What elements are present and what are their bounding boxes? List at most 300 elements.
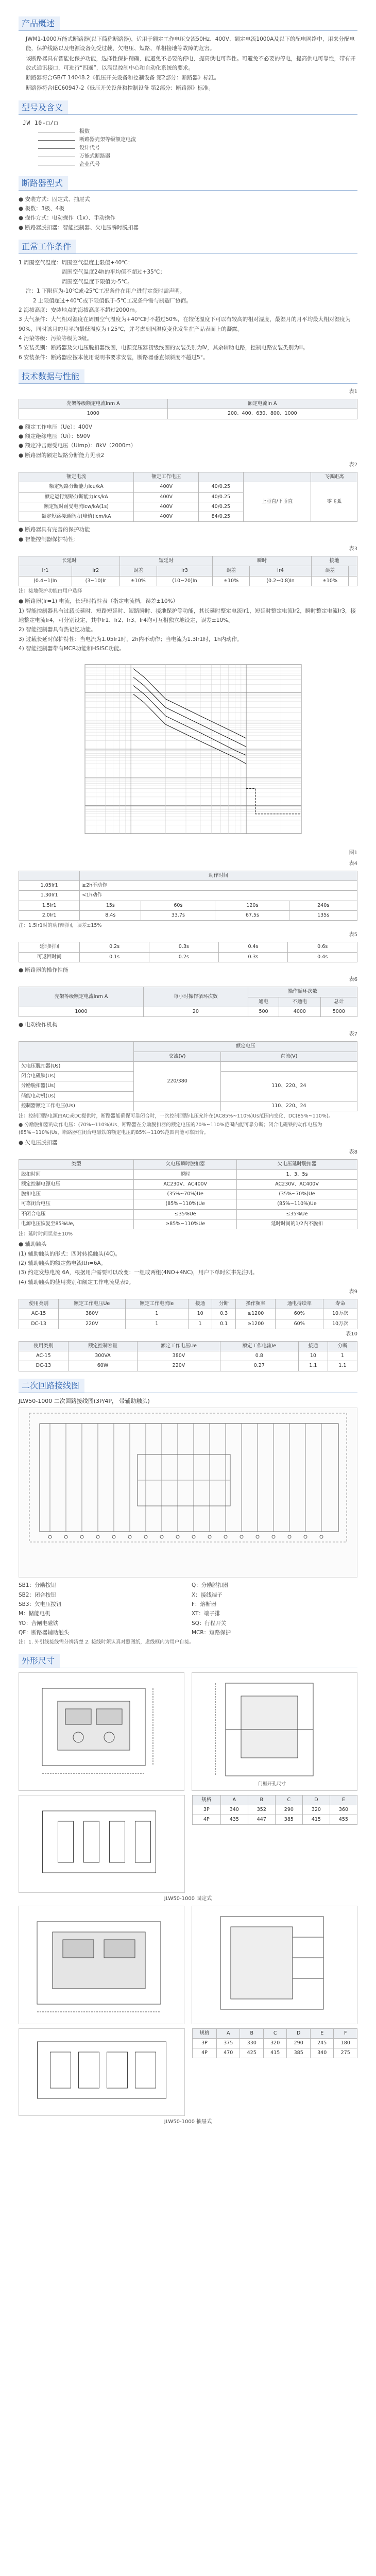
table-cell: 瞬时 <box>134 1170 237 1179</box>
table-cell: 400V <box>134 502 199 512</box>
table-cell: 60% <box>276 1309 323 1319</box>
table-header: B <box>240 2028 264 2038</box>
tech-line: ● 断路器的操作性能 <box>19 967 69 973</box>
table-header: A <box>220 1795 248 1805</box>
table-group: 短延时 <box>119 556 212 566</box>
table-header: 分断 <box>328 1341 357 1351</box>
table-header: A <box>216 2028 240 2038</box>
table-cell: 290 <box>287 2038 311 2048</box>
fixed-caption: JLW50-1000 固定式 <box>164 1895 212 1902</box>
table-cell <box>220 1061 357 1071</box>
draw-front-svg <box>19 1906 184 2024</box>
table-header: 额定工作电压Ue <box>138 1341 220 1351</box>
table-header <box>19 1042 134 1062</box>
table-caption: 表3 <box>349 546 357 552</box>
terminal <box>288 1535 291 1538</box>
table-caption: 表9 <box>349 1289 357 1295</box>
terminal <box>176 1535 179 1538</box>
table-header: C <box>263 2028 287 2038</box>
table-header: D <box>287 2028 311 2038</box>
table-cell: 220/380 <box>134 1061 220 1101</box>
table-cell: 可靠闭合电压 <box>19 1199 134 1209</box>
table-cell: 额定短时耐受电流Icw/kA(1s) <box>19 502 134 512</box>
table-header: 误差 <box>213 566 250 576</box>
table-cell: 200、400、630、800、1000 <box>167 409 357 419</box>
section-overview-title: 产品概述 <box>19 16 357 31</box>
table-cell: 0.3 <box>212 1309 236 1319</box>
table-header: 误差 <box>311 566 348 576</box>
table-cell: 额定控制电源电压 <box>19 1179 134 1189</box>
model-code-block <box>23 119 357 169</box>
table-cell <box>348 576 357 586</box>
table-cell: 40/0.25 <box>199 482 244 492</box>
table-cell: 1000 <box>19 409 168 419</box>
table-control-voltage <box>19 1041 357 1111</box>
wiring-title: JLW50-1000 二次回路接线图(3P/4P， 带辅助触头) <box>19 1397 150 1404</box>
table-cell: 455 <box>330 1815 357 1825</box>
table-cell: ≥85%~110%Ue <box>134 1219 237 1229</box>
table-header: 总计 <box>320 997 357 1007</box>
table-header: 额定电压 <box>134 1042 357 1052</box>
table-cell: 15s <box>80 901 141 910</box>
trip-curve-chart <box>64 658 312 847</box>
tech-line: ● 额定工作电压（Ue）：400V <box>19 423 93 430</box>
table-cell: 1.1 <box>298 1361 328 1371</box>
table-cell: 375 <box>216 2038 240 2048</box>
table-caption: 表4 <box>349 860 357 867</box>
chart-caption: 图1 <box>349 850 357 856</box>
dims-draw-row2 <box>19 2028 357 2116</box>
table-header: 误差 <box>119 566 157 576</box>
table-cell: ≥1200 <box>236 1309 276 1319</box>
draw-dims-table-wrap <box>192 2028 357 2116</box>
table-cell: 4P <box>193 2048 217 2058</box>
table-header: Ir2 <box>72 566 119 576</box>
legend-item: F：熔断器 <box>192 1601 217 1607</box>
table-cell: 额定短路分断能力Icu/kA <box>19 482 134 492</box>
legend-item: SB2：闭合按钮 <box>19 1591 57 1598</box>
table-short-delay <box>19 942 357 962</box>
condition-item: 1 周围空气温度：周围空气温度上限值+40℃； <box>19 260 133 266</box>
structure-item: ● 操作方式：电动操作（1x）、手动操作 <box>19 215 116 222</box>
legend-item: SQ：行程开关 <box>192 1620 227 1626</box>
overview-p2: 该断路器具有智能化保护功能，选择性保护精确，能避免不必要的停电，提高供电可靠性。可避免不必要的停电，提高供电可靠性，带有开放式通讯接口，可进行“四遥”，以满足控制中心和自动化系统的要求。 <box>26 55 356 71</box>
fixed-dims-table-wrap <box>192 1795 357 1893</box>
trip-curve-svg <box>64 658 312 844</box>
tech-line: ● 电动操作机构 <box>19 1022 58 1028</box>
table-cell: 3P <box>193 1805 221 1815</box>
table-cell: 220V <box>59 1319 125 1329</box>
legend-item: MCR：短路保护 <box>192 1630 231 1636</box>
table-cell: 40/0.25 <box>199 492 244 502</box>
model-item: 极数 <box>23 128 136 136</box>
table-cell: 67.5s <box>215 910 289 920</box>
table-cell: DC-13 <box>19 1361 69 1371</box>
structure-list <box>19 195 357 233</box>
table-cell: 电源电压恢复至85%Ue, <box>19 1219 134 1229</box>
table-header: B <box>248 1795 275 1805</box>
tech-para5 <box>19 597 357 653</box>
table-cell: 1 <box>189 1319 212 1329</box>
terminal <box>80 1535 83 1538</box>
table-cell: 4000 <box>279 1007 321 1016</box>
table-caption: 表2 <box>349 462 357 468</box>
table-header: 额定工作电流Ie <box>125 1299 189 1309</box>
table-cell: 320 <box>302 1805 330 1815</box>
table-cell: ≥2h不动作 <box>80 881 357 891</box>
table-cell: 延时时间的1/2内不脱扣 <box>237 1219 357 1229</box>
table-note: 注：接地保护功能由用户选择 <box>19 588 82 594</box>
section-tech-title: 技术数据与性能 <box>19 369 357 384</box>
table-cell: 延时时间 <box>19 942 80 952</box>
table-header <box>348 566 357 576</box>
table-frame-current <box>19 399 357 419</box>
condition-item: 周围空气温度下限值为-5℃。 <box>62 278 133 285</box>
table-cell: ±10% <box>311 576 348 586</box>
terminal <box>320 1535 323 1538</box>
table-cell: 1、3、5s <box>237 1170 357 1179</box>
legend-item: SB3：欠电压按钮 <box>19 1601 62 1607</box>
draw-bottom-svg <box>19 2029 184 2115</box>
table-header <box>19 871 80 880</box>
table-cell: 闭合电磁铁(Us) <box>19 1072 134 1081</box>
table-header <box>243 472 311 482</box>
door-cutout-label: 门框开孔尺寸 <box>258 1781 286 1787</box>
condition-item: 3 大气条件：大气相对湿度在周围空气温度为+40℃时不超过50%，在较低温度下可以有较高的相对湿度，最湿月的月平均最大相对湿度为90%，同时该月的月平均最低温度为+25℃，并考虑到因温度变化发生在产品表面上的凝露。 <box>19 316 351 332</box>
table-header: E <box>310 2028 334 2038</box>
legend-item: XT：端子排 <box>192 1611 220 1617</box>
table-cell: 425 <box>240 2048 264 2058</box>
table-cell: AC-15 <box>19 1351 69 1361</box>
table-operation <box>19 987 357 1017</box>
tech-line: (1) 辅助触头的形式：四对转换触头(4C)。 <box>19 1250 121 1257</box>
table-cell: 180 <box>334 2038 357 2048</box>
terminal <box>208 1535 211 1538</box>
section-dims-title: 外形尺寸 <box>19 1654 357 1668</box>
terminal <box>64 1535 67 1538</box>
draw-bottom-view <box>19 2028 185 2116</box>
table-cell: 10万次 <box>323 1319 357 1329</box>
table-cell: AC-15 <box>19 1309 59 1319</box>
table-cell: 340 <box>220 1805 248 1815</box>
table-header: 通电持续率 <box>276 1299 323 1309</box>
table-cell: 385 <box>287 2048 311 2058</box>
legend-item: YO：合闸电磁铁 <box>19 1620 59 1626</box>
structure-item: ● 极数：3极、4极 <box>19 205 64 212</box>
table-breaking-capacity <box>19 472 357 522</box>
table-cell: 385 <box>275 1815 302 1825</box>
table-header: Ir3 <box>157 566 212 576</box>
table-cell: 4P <box>193 1815 221 1825</box>
terminal <box>112 1535 115 1538</box>
table-header: 规格 <box>193 2028 217 2038</box>
draw-front-view <box>19 1906 184 2024</box>
table-header: 使用类别 <box>19 1299 59 1309</box>
table-cell: 0.1s <box>80 952 149 962</box>
tech-line: ● 辅助触头 <box>19 1241 47 1248</box>
table-cell: 40/0.25 <box>199 502 244 512</box>
table-contact-capacity <box>19 1341 357 1371</box>
table-cell: 110、220、24 <box>220 1072 357 1101</box>
table-cell: 415 <box>302 1815 330 1825</box>
table-cell: 1.05Ir1 <box>19 881 80 891</box>
table-cell: 8.4s <box>80 910 141 920</box>
table-cell: 额定运行短路分断能力Ics/kA <box>19 492 134 502</box>
table-header: 操作频率 <box>236 1299 276 1309</box>
table-header: 通电 <box>248 997 279 1007</box>
table-cell: 10 <box>189 1309 212 1319</box>
terminal <box>144 1535 147 1538</box>
model-legend <box>23 128 136 169</box>
table-cell: 1.30Ir1 <box>19 891 80 901</box>
table-cell: 300VA <box>68 1351 137 1361</box>
fixed-side-svg <box>192 1673 357 1790</box>
wiring-legend <box>19 1581 357 1637</box>
table-cell: 1 <box>125 1319 189 1329</box>
section-conditions-title: 正常工作条件 <box>19 240 357 254</box>
table-cell: 控制器额定工作电压(Us) <box>19 1101 134 1111</box>
table-caption: 表1 <box>349 389 357 395</box>
table-cell: 84/0.25 <box>199 512 244 522</box>
overview-p3: 断路器符合GB/T 14048.2《低压开关设备和控制设备 第2部分：断路器》标准。 <box>26 75 220 81</box>
table-cell: 33.7s <box>141 910 215 920</box>
table-header: 寿命 <box>323 1299 357 1309</box>
legend-item: QF：断路器辅助触头 <box>19 1630 70 1636</box>
table-header: 每小时操作循环次数 <box>143 987 248 1007</box>
table-header: 额定工作电压 <box>134 472 199 482</box>
table-header: 规格 <box>193 1795 221 1805</box>
table-cell: (85%~110%)Ue <box>237 1199 357 1209</box>
terminal <box>96 1535 99 1538</box>
draw-side-svg <box>192 1906 357 2024</box>
table-header: D <box>302 1795 330 1805</box>
terminal <box>240 1535 243 1538</box>
table-note: ● 分励脱扣器的动作电压：(70%~110%)Us，断路器在分励脱扣器的额定电压的70%~110%范围内能可靠分断；闭合电磁铁的动作电压为(85%~110%)Us，断路器在闭合电磁铁的额定电压的85%~110%范围内能可靠闭合。 <box>19 1122 322 1136</box>
table-cell: (10~20)In <box>157 576 212 586</box>
table-header: 额定电流 <box>19 472 134 482</box>
table-fixed-dims <box>192 1795 357 1825</box>
table-header: 额定工作电压Ue <box>59 1299 125 1309</box>
table-cell: 0.6s <box>288 942 357 952</box>
model-item: 万能式断路器 <box>23 152 136 161</box>
tech-para7 <box>19 1020 357 1029</box>
section-wiring-title: 二次回路接线图 <box>19 1379 357 1393</box>
table-caption: 表8 <box>349 1149 357 1156</box>
condition-item: 2 上限值超过+40℃或下限值低于-5℃工况条件需与制造厂协商。 <box>33 297 192 304</box>
table-cell: 220V <box>138 1361 220 1371</box>
table-cell: 0.4s <box>288 952 357 962</box>
table-cell: 330 <box>240 2038 264 2048</box>
table-caption: 表6 <box>349 977 357 983</box>
table-cell: DC-13 <box>19 1319 59 1329</box>
wiring-diagram-svg <box>19 1408 357 1578</box>
table-cell: 360 <box>330 1805 357 1815</box>
table-cell: AC230V、AC400V <box>237 1179 357 1189</box>
table-header: 不通电 <box>279 997 321 1007</box>
table-caption: 表7 <box>349 1031 357 1038</box>
table-cell: 5000 <box>320 1007 357 1016</box>
section-structure-title: 断路器型式 <box>19 176 357 191</box>
table-cell: 380V <box>59 1309 125 1319</box>
table-header: 分断 <box>212 1299 236 1309</box>
table-cell: 1.1 <box>328 1361 357 1371</box>
tech-line: ● 额定冲击耐受电压（Uimp）：8kV（2000m） <box>19 443 136 449</box>
wiring-footnote: 注：1. 外引线接线需分辨清楚 2. 接线时须认真对照图纸，虚线框内为用户自接。 <box>19 1639 194 1646</box>
model-code: JW 10-□/□ <box>23 120 58 127</box>
table-cell: 3P <box>193 2038 217 2048</box>
table-cell: (35%~70%)Ue <box>134 1190 237 1199</box>
table-group: 接地 <box>311 556 357 566</box>
tech-line: 1) 智能控制器具有过载长延时、短路短延时、短路瞬时、接地保护等功能，其长延时整定电流Ir1，短延时整定电流Ir2，瞬时整定电流Ir3，接地整定电流Ir4，可分别设定，其中Ir1、Ir2、Ir3、Ir4均可互相独立地设定，误差±10%。 <box>19 607 356 623</box>
table-header: 接通 <box>298 1341 328 1351</box>
condition-item: 6 安装条件：断路器应按本使用说明书要求安装，断路器垂直倾斜度不超过5°。 <box>19 354 209 361</box>
fixed-top-view <box>19 1795 185 1893</box>
table-cell: 0.3s <box>218 952 288 962</box>
table-header: 使用类别 <box>19 1341 69 1351</box>
table-header: Ir1 <box>19 566 72 576</box>
table-cell: 470 <box>216 2048 240 2058</box>
table-cell: 60s <box>141 901 215 910</box>
terminal <box>48 1535 52 1538</box>
table-cell: 0.2s <box>80 942 149 952</box>
table-cell: 120s <box>215 901 289 910</box>
model-item: 断路器壳架等级额定电流 <box>23 136 136 144</box>
table-cell: 欠电压脱扣器(Us) <box>19 1061 134 1071</box>
table-cell: (3~10)Ir <box>72 576 119 586</box>
table-cell: 60% <box>276 1319 323 1329</box>
condition-item: 周围空气温度24h的平均值不超过+35℃； <box>62 269 165 276</box>
table-cell: 352 <box>248 1805 275 1815</box>
table-cell: 储能电动机(Us) <box>19 1091 134 1101</box>
table-cell: 10 <box>298 1351 328 1361</box>
table-cell: 245 <box>310 2038 334 2048</box>
fixed-side-view <box>192 1672 357 1791</box>
table-cell: 240s <box>289 901 357 910</box>
table-header: 飞弧距离 <box>311 472 357 482</box>
table-header: 直流(V) <box>220 1052 357 1061</box>
table-cell: (35%~70%)Ue <box>237 1190 357 1199</box>
tech-para3 <box>19 525 357 544</box>
tech-line: ● 断路器的额定短路分断能力见表2 <box>19 452 105 459</box>
table-header: 动作时间 <box>80 871 357 880</box>
structure-item: ● 安装方式：固定式、抽屉式 <box>19 196 90 202</box>
table-cell: 0.4s <box>218 942 288 952</box>
table-header: F <box>334 2028 357 2038</box>
table-header: E <box>330 1795 357 1805</box>
table-cell: 110、220、24 <box>220 1101 357 1111</box>
table-group: 长延时 <box>19 556 120 566</box>
table-cell: 1 <box>328 1351 357 1361</box>
condition-item: 5 安装类别：断路器及欠电压脱扣器线圈，电源变压器初级线圈的安装类别为Ⅳ，其余辅助电路，控制电路安装类别为Ⅲ。 <box>19 345 309 351</box>
table-cell: 340 <box>310 2048 334 2058</box>
dims-draw-row <box>19 1906 357 2024</box>
table-header: C <box>275 1795 302 1805</box>
table-cell: 0.1 <box>212 1319 236 1329</box>
dims-fixed-row2 <box>19 1795 357 1893</box>
table-cell: 分励脱扣器(Us) <box>19 1081 134 1091</box>
table-note: 注：1.5Ir1时的动作时间，误差±15% <box>19 923 102 929</box>
table-cell: ±10% <box>213 576 250 586</box>
terminal <box>128 1535 131 1538</box>
table-cell: 435 <box>220 1815 248 1825</box>
table-header <box>199 472 244 482</box>
table-cell: 0.27 <box>220 1361 298 1371</box>
tech-line: ● 额定绝缘电压（Ui）：690V <box>19 433 91 440</box>
table-cell: 脱扣电压 <box>19 1190 134 1199</box>
table-caption: 表5 <box>349 932 357 938</box>
tech-line: 3) 过载长延时保护特性：当电流为1.05Ir1时，2h内不动作；当电流为1.3Ir1时，1h内动作。 <box>19 636 243 642</box>
wiring-diagram <box>19 1408 357 1578</box>
table-cell: 2.0Ir1 <box>19 910 80 920</box>
table-aux-contacts <box>19 1299 357 1329</box>
table-undervoltage <box>19 1159 357 1229</box>
table-header: 接通 <box>189 1299 212 1309</box>
table-cell: 0.2s <box>149 952 218 962</box>
table-cell: 500 <box>248 1007 279 1016</box>
tech-line: 4) 智能控制器带有MCR功能和HSISC功能。 <box>19 646 125 652</box>
legend-item: M：储能电机 <box>19 1611 50 1617</box>
table-cell: 上垂直/下垂直 <box>243 482 311 522</box>
fixed-top-svg <box>19 1795 184 1892</box>
table-cell: (0.4~1)In <box>19 576 72 586</box>
tech-para1 <box>19 422 357 461</box>
tech-line: ● 智能控制器保护特性： <box>19 536 79 543</box>
table-cell: 320 <box>263 2038 287 2048</box>
table-cell: 447 <box>248 1815 275 1825</box>
table-cell: ±10% <box>119 576 157 586</box>
table-cell: 0.3s <box>149 942 218 952</box>
tech-para6 <box>19 965 357 975</box>
table-draw-dims <box>192 2028 357 2059</box>
draw-side-view <box>192 1906 357 2024</box>
table-cell: 275 <box>334 2048 357 2058</box>
fixed-front-svg <box>19 1673 184 1790</box>
table-protection <box>19 556 357 586</box>
model-item: 设计代号 <box>23 144 136 152</box>
table-cell: 400V <box>134 482 199 492</box>
tech-line: ● 断路器具有完善的保护功能 <box>19 527 90 533</box>
legend-item: Q：分励脱扣器 <box>192 1582 229 1589</box>
table-cell: 290 <box>275 1805 302 1815</box>
table-cell: ≥1200 <box>236 1319 276 1329</box>
table-cell: 10万次 <box>323 1309 357 1319</box>
table-cell: 400V <box>134 492 199 502</box>
table-long-delay <box>19 871 357 921</box>
table-cell: (85%~110%)Ue <box>134 1199 237 1209</box>
table-cell: ≤35%Ue <box>134 1209 237 1219</box>
table-header: 欠电压瞬时脱扣器 <box>134 1160 237 1170</box>
table-header: 额定工作电流Ie <box>220 1341 298 1351</box>
table-cell: 1000 <box>19 1007 144 1016</box>
table-cell <box>134 1101 220 1111</box>
legend-item: X：接线端子 <box>192 1591 223 1598</box>
terminal <box>224 1535 227 1538</box>
tech-line: (2) 辅助触头的额定热电流Ith=6A。 <box>19 1260 107 1267</box>
table-header: 额定控制容量 <box>68 1341 137 1351</box>
table-cell: (0.2~0.8)In <box>250 576 312 586</box>
tech-line: (4) 辅助触头的使用类别和额定工作电流见表9。 <box>19 1279 134 1285</box>
condition-item: 2 海拔高度：安装地点的海拔高度不超过2000m。 <box>19 307 140 313</box>
table-cell: 额定短路接通能力(峰值)Icm/kA <box>19 512 134 522</box>
tech-para9 <box>19 1240 357 1287</box>
fixed-front-view <box>19 1672 184 1791</box>
table-cell: <1h动作 <box>80 891 357 901</box>
table-cell: 380V <box>138 1351 220 1361</box>
table-cell: AC230V、AC400V <box>134 1179 237 1189</box>
table-note: 注：控制回路电源由AC或DC提供时，断路器能确保可靠闭合时，一次控制回路电压允许在(AC85%~110%)Us范围内变化，DC(85%~110%)。 <box>19 1113 334 1120</box>
table-header: Ir4 <box>250 566 312 576</box>
condition-item: 4 污染等级：污染等级为3级。 <box>19 335 92 342</box>
